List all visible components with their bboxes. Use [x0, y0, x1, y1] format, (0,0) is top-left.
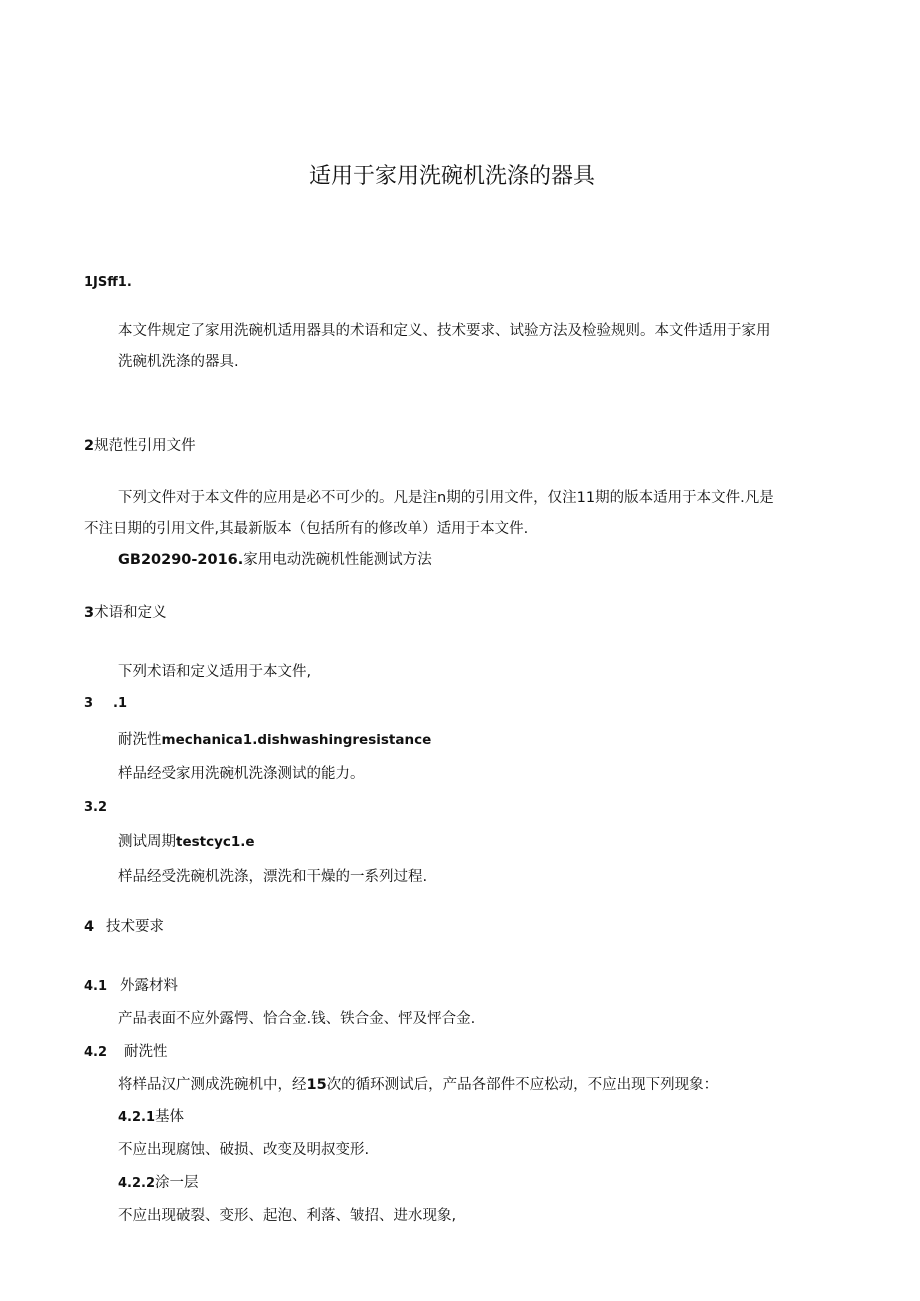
section-2-paragraph-line-2: 不注日期的引用文件,其最新版本（包括所有的修改单）适用于本文件.: [84, 521, 529, 537]
reference-code: GB20290-2016.: [118, 552, 244, 568]
term-3-1-number-major: 3: [84, 696, 94, 711]
section-1-paragraph-line-1: 本文件规定了家用洗碗机适用器具的术语和定义、技术要求、试验方法及检验规则。本文件适用于家用: [118, 323, 771, 339]
section-1-heading: 1JSff1.: [84, 275, 132, 290]
section-4-title: 技术要求: [106, 919, 164, 935]
clause-4-2-1-title: 基体: [155, 1109, 185, 1125]
normative-reference: [118, 550, 432, 570]
section-3-title: 术语和定义: [94, 605, 167, 621]
section-2-heading: [84, 436, 196, 456]
term-3-1-number-minor: .1: [113, 696, 128, 711]
subsection-4-2-title: 耐洗性: [124, 1044, 168, 1060]
clause-4-2-2-heading: [118, 1173, 199, 1194]
section-4-heading: [84, 917, 164, 937]
section-3-intro: 下列术语和定义适用于本文件,: [118, 664, 312, 680]
subsection-4-1-number: 4.1: [84, 979, 108, 994]
clause-4-2-2-text: 不应出现破裂、变形、起泡、利落、皱招、进水现象,: [118, 1208, 457, 1224]
term-3-2-name: [118, 832, 255, 852]
section-2-paragraph-line-1: 下列文件对于本文件的应用是必不可少的。凡是注n期的引用文件，仅注11期的版本适用于本文件.凡是: [118, 490, 774, 506]
subsection-4-2-heading: [84, 1042, 168, 1063]
clause-4-2-2-title: 涂一层: [155, 1175, 199, 1191]
term-3-2-chinese: 测试周期: [118, 834, 176, 850]
cycle-count: 15: [306, 1077, 327, 1093]
reference-title: 家用电动洗碗机性能测试方法: [243, 552, 432, 568]
section-2-number: 2: [84, 438, 95, 454]
clause-4-2-1-heading: [118, 1107, 184, 1128]
subsection-4-2-text: [118, 1075, 718, 1095]
section-3-number: 3: [84, 605, 95, 621]
term-3-1-english: mechanica1.dishwashingresistance: [161, 732, 432, 748]
term-3-2-number: 3.2: [84, 800, 108, 815]
section-1-paragraph-line-2: 洗碗机洗涤的器具.: [118, 354, 239, 370]
section-3-heading: [84, 603, 167, 623]
term-3-2-english: testcyc1.e: [176, 834, 255, 850]
clause-4-2-1-number: 4.2.1: [118, 1110, 156, 1125]
subsection-4-2-text-end: 次的循环测试后，产品各部件不应松动，不应出现下列现象：: [326, 1077, 719, 1093]
section-2-title: 规范性引用文件: [94, 438, 196, 454]
subsection-4-1-title: 外露材料: [120, 978, 178, 994]
subsection-4-2-text-start: 将样品汉广测成洗碗机中，经: [118, 1077, 307, 1093]
term-3-1-number: [84, 694, 127, 714]
section-4-number: 4: [84, 919, 95, 935]
term-3-2-definition: 样品经受洗碗机洗涤，漂洗和干燥的一系列过程.: [118, 869, 428, 885]
clause-4-2-1-text: 不应出现腐蚀、破损、改变及明叔变形.: [118, 1142, 370, 1158]
term-3-1-definition: 样品经受家用洗碗机洗涤测试的能力。: [118, 766, 365, 782]
subsection-4-1-text: 产品表面不应外露愕、恰合金.钱、铁合金、怦及怦合金.: [118, 1011, 476, 1027]
subsection-4-2-number: 4.2: [84, 1045, 108, 1060]
subsection-4-1-heading: [84, 976, 178, 997]
term-3-1-name: [118, 730, 431, 750]
term-3-1-chinese: 耐洗性: [118, 732, 162, 748]
clause-4-2-2-number: 4.2.2: [118, 1176, 156, 1191]
document-title: 适用于家用洗碗机洗涤的器具: [308, 164, 595, 189]
